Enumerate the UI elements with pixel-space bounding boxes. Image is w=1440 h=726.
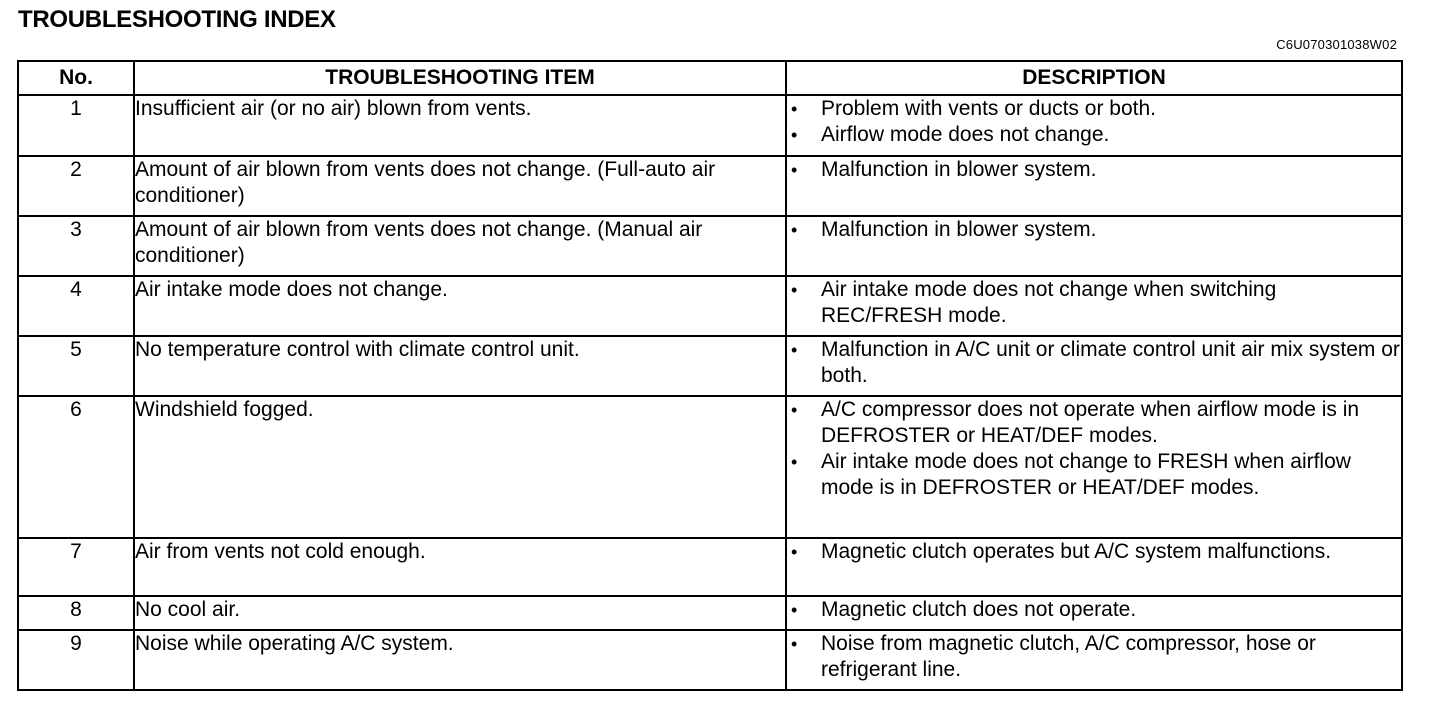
- description-bullet: [787, 217, 1401, 243]
- bullet-icon: •: [791, 160, 798, 180]
- troubleshooting-item: Amount of air blown from vents does not change. (Manual air conditioner): [134, 216, 786, 276]
- row-number: 6: [18, 396, 134, 538]
- description-text: Malfunction in A/C unit or climate control unit air mix system or both.: [821, 338, 1400, 387]
- description-text: Magnetic clutch does not operate.: [821, 598, 1137, 621]
- table-row: [18, 95, 1402, 156]
- bullet-icon: •: [791, 125, 798, 145]
- row-number: 3: [18, 216, 134, 276]
- description-bullet: [787, 157, 1401, 183]
- description-bullet: [787, 397, 1401, 449]
- bullet-icon: •: [791, 452, 798, 472]
- description-list: [787, 397, 1401, 501]
- description-list: [787, 157, 1401, 183]
- row-number: 5: [18, 336, 134, 396]
- column-header-description: DESCRIPTION: [786, 61, 1402, 95]
- troubleshooting-item: No temperature control with climate control unit.: [134, 336, 786, 396]
- bullet-icon: •: [791, 600, 798, 620]
- row-number: 9: [18, 630, 134, 690]
- description-list: [787, 597, 1401, 623]
- description-bullet: [787, 449, 1401, 501]
- bullet-icon: •: [791, 542, 798, 562]
- description-cell: [786, 156, 1402, 216]
- description-text: Air intake mode does not change when switching REC/FRESH mode.: [821, 278, 1277, 327]
- description-cell: [786, 396, 1402, 538]
- description-bullet: [787, 122, 1401, 148]
- description-bullet: [787, 277, 1401, 329]
- description-text: A/C compressor does not operate when airflow mode is in DEFROSTER or HEAT/DEF modes.: [821, 398, 1360, 447]
- description-list: [787, 539, 1401, 565]
- description-bullet: [787, 539, 1401, 565]
- table-row: [18, 538, 1402, 596]
- troubleshooting-item: Windshield fogged.: [134, 396, 786, 538]
- troubleshooting-item: Amount of air blown from vents does not change. (Full-auto air conditioner): [134, 156, 786, 216]
- description-list: [787, 631, 1401, 683]
- table-row: [18, 396, 1402, 538]
- description-bullet: [787, 631, 1401, 683]
- description-text: Problem with vents or ducts or both.: [821, 97, 1156, 120]
- row-number: 7: [18, 538, 134, 596]
- troubleshooting-item: Noise while operating A/C system.: [134, 630, 786, 690]
- description-bullet: [787, 337, 1401, 389]
- description-text: Malfunction in blower system.: [821, 158, 1097, 181]
- description-cell: [786, 630, 1402, 690]
- troubleshooting-item: Air intake mode does not change.: [134, 276, 786, 336]
- header-row: [18, 61, 1402, 95]
- table-row: [18, 156, 1402, 216]
- document-code: C6U070301038W02: [1276, 37, 1397, 52]
- row-number: 8: [18, 596, 134, 630]
- troubleshooting-item: No cool air.: [134, 596, 786, 630]
- row-number: 4: [18, 276, 134, 336]
- description-list: [787, 337, 1401, 389]
- column-header-item: TROUBLESHOOTING ITEM: [134, 61, 786, 95]
- description-text: Air intake mode does not change to FRESH when airflow mode is in DEFROSTER or HEAT/DEF modes.: [821, 450, 1351, 499]
- table-row: [18, 276, 1402, 336]
- bullet-icon: •: [791, 400, 798, 420]
- column-header-no: No.: [18, 61, 134, 95]
- description-text: Airflow mode does not change.: [821, 123, 1110, 146]
- troubleshooting-table: [17, 60, 1403, 691]
- bullet-icon: •: [791, 340, 798, 360]
- description-cell: [786, 336, 1402, 396]
- description-text: Malfunction in blower system.: [821, 218, 1097, 241]
- description-cell: [786, 538, 1402, 596]
- table-row: [18, 596, 1402, 630]
- description-list: [787, 217, 1401, 243]
- description-cell: [786, 95, 1402, 156]
- bullet-icon: •: [791, 99, 798, 119]
- bullet-icon: •: [791, 220, 798, 240]
- description-text: Magnetic clutch operates but A/C system malfunctions.: [821, 540, 1332, 563]
- table-row: [18, 216, 1402, 276]
- description-bullet: [787, 96, 1401, 122]
- table-row: [18, 336, 1402, 396]
- description-bullet: [787, 597, 1401, 623]
- description-list: [787, 277, 1401, 329]
- bullet-icon: •: [791, 280, 798, 300]
- description-text: Noise from magnetic clutch, A/C compressor, hose or refrigerant line.: [821, 632, 1316, 681]
- description-cell: [786, 276, 1402, 336]
- description-cell: [786, 216, 1402, 276]
- description-cell: [786, 596, 1402, 630]
- page-title: TROUBLESHOOTING INDEX: [18, 6, 336, 33]
- troubleshooting-item: Air from vents not cold enough.: [134, 538, 786, 596]
- row-number: 2: [18, 156, 134, 216]
- table-row: [18, 630, 1402, 690]
- row-number: 1: [18, 95, 134, 156]
- description-list: [787, 96, 1401, 148]
- bullet-icon: •: [791, 634, 798, 654]
- troubleshooting-item: Insufficient air (or no air) blown from vents.: [134, 95, 786, 156]
